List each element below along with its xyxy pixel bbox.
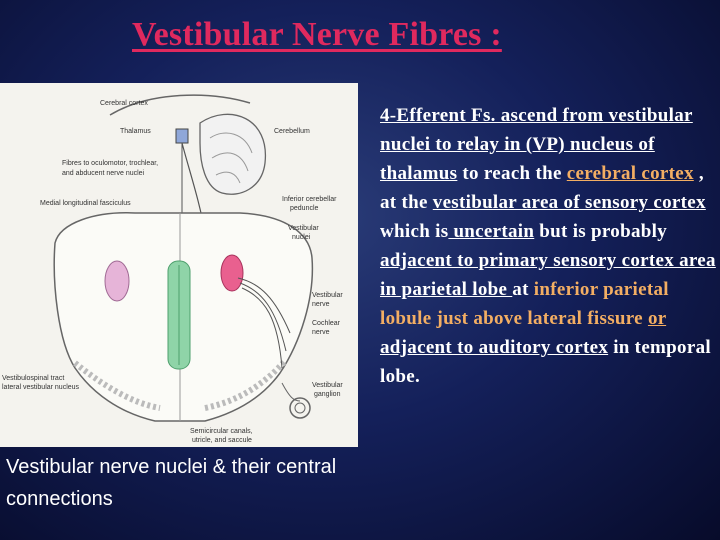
label-mlf: Medial longitudinal fasciculus [40, 200, 131, 207]
slide-title: Vestibular Nerve Fibres : [132, 16, 502, 53]
label-cochlear-nerve-2: nerve [312, 329, 330, 336]
label-vestibulospinal-2: lateral vestibular nucleus [2, 384, 80, 391]
body-text-run: but is probably [534, 221, 668, 242]
label-vestibular-nuclei-1: Vestibular [288, 225, 319, 232]
anatomy-diagram [0, 83, 358, 447]
label-cerebellum: Cerebellum [274, 128, 310, 135]
label-vestibulospinal-1: Vestibulospinal tract [2, 375, 65, 382]
body-text-run: to reach the [457, 163, 567, 184]
label-ganglion-1: Vestibular [312, 382, 343, 389]
label-canals-2: utricle, and saccule [192, 437, 252, 444]
label-thalamus: Thalamus [120, 128, 151, 135]
label-cerebral-cortex: Cerebral cortex [100, 100, 148, 107]
thalamus-box [176, 129, 188, 143]
label-inferior-peduncle-1: Inferior cerebellar [282, 196, 337, 203]
body-text-run: in temporal lobe. [380, 337, 711, 387]
body-text-run: or [647, 308, 667, 329]
anatomy-figure [0, 83, 358, 447]
body-text-run: inferior parietal lobule just above lateral fissure [380, 279, 669, 329]
body-text-run: uncertain [448, 221, 535, 242]
right-vestibular-nucleus [221, 255, 243, 291]
body-text-run: 4-Efferent Fs. ascend from vestibular nuclei to relay in (VP) nucleus of thalamus [380, 105, 693, 184]
body-text-run: adjacent to primary sensory cortex area in parietal lobe [380, 250, 716, 300]
body-text-run: , at the [380, 163, 704, 213]
label-fibres-1: Fibres to oculomotor, trochlear, [62, 160, 159, 167]
figure-caption: Vestibular nerve nuclei & their central connections [6, 456, 337, 510]
label-vestibular-nerve-2: nerve [312, 301, 330, 308]
body-text-run: at [512, 279, 534, 300]
body-text-run: which is [380, 221, 449, 242]
body-paragraph [380, 101, 718, 391]
label-ganglion-2: ganglion [314, 391, 341, 398]
cerebellum-shape [200, 114, 265, 194]
body-text-run: adjacent to auditory cortex [380, 337, 609, 358]
label-vestibular-nuclei-2: nuclei [292, 234, 311, 241]
label-cochlear-nerve-1: Cochlear [312, 320, 341, 327]
left-vestibular-nucleus [105, 261, 129, 301]
body-text-run: cerebral cortex [566, 163, 694, 184]
body-text-run: vestibular area of sensory cortex [432, 192, 706, 213]
label-vestibular-nerve-1: Vestibular [312, 292, 343, 299]
label-inferior-peduncle-2: peduncle [290, 205, 319, 212]
label-fibres-2: and abducent nerve nuclei [62, 170, 145, 177]
label-canals-1: Semicircular canals, [190, 428, 253, 435]
